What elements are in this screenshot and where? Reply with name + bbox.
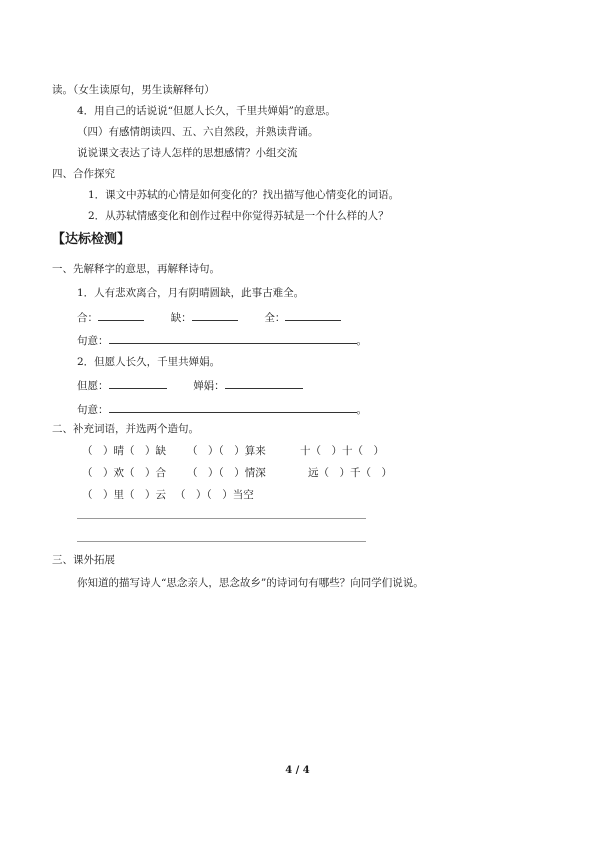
text-line: 四、合作探究 (52, 168, 115, 180)
answer-blank-meaning-2[interactable] (109, 402, 357, 413)
word-fill-item[interactable]: （ ）欢（ ）合 (82, 467, 166, 479)
writing-line[interactable] (77, 541, 366, 542)
answer-blank-chanjuan[interactable] (225, 378, 303, 389)
text-line: 1．课文中苏轼的心情是如何变化的？找出描写他心情变化的词语。 (88, 189, 400, 201)
question-title: 一、先解释字的意思，再解释诗句。 (52, 263, 220, 275)
question-title: 三、课外拓展 (52, 554, 115, 566)
writing-line[interactable] (77, 518, 366, 519)
label-quan: 全： (264, 312, 286, 324)
label-juyi: 句意： (77, 335, 109, 347)
text-line: 你知道的描写诗人“思念亲人，思念故乡”的诗词句有哪些？向同学们说说。 (77, 577, 424, 589)
fill-row (77, 378, 303, 393)
answer-blank-meaning-1[interactable] (109, 333, 357, 344)
label-que: 缺： (170, 312, 192, 324)
word-fill-item[interactable]: 十（ ）十（ ） (300, 445, 384, 457)
label-chanjuan: 婵娟： (193, 380, 225, 392)
label-he: 合： (77, 312, 98, 324)
word-fill-item[interactable]: （ ）（ ）当空 (175, 489, 254, 501)
word-fill-item[interactable]: （ ）（ ）情深 (187, 467, 266, 479)
label-juyi: 句意： (77, 404, 109, 416)
text-line: 读。（女生读原句，男生读解释句） (52, 84, 215, 96)
text-line: 4．用自己的话说说“但愿人长久，千里共婵娟”的意思。 (77, 105, 336, 117)
text-line: 2．从苏轼情感变化和创作过程中你觉得苏轼是一个什么样的人？ (88, 210, 389, 222)
answer-blank-danyuan[interactable] (109, 378, 167, 389)
fill-row (77, 402, 367, 417)
end-mark: 。 (356, 404, 367, 416)
word-fill-item[interactable]: （ ）里（ ）云 (82, 489, 166, 501)
page-number: 4 / 4 (285, 765, 310, 776)
text-line: （四）有感情朗读四、五、六自然段，并熟读背诵。 (77, 126, 319, 138)
poem-sentence: 1．人有悲欢离合，月有阴晴圆缺，此事古难全。 (77, 287, 305, 299)
word-fill-item[interactable]: （ ）晴（ ）缺 (82, 445, 166, 457)
answer-blank-he[interactable] (98, 310, 144, 321)
answer-blank-quan[interactable] (285, 310, 341, 321)
word-fill-item[interactable]: 远（ ）千（ ） (308, 467, 392, 479)
question-title: 二、补充词语，并选两个造句。 (52, 423, 199, 435)
section-title: 【达标检测】 (52, 232, 131, 247)
fill-row (77, 333, 367, 348)
fill-row (77, 310, 341, 325)
word-fill-item[interactable]: （ ）（ ）算来 (187, 445, 266, 457)
label-danyuan: 但愿： (77, 380, 109, 392)
end-mark: 。 (356, 335, 367, 347)
poem-sentence: 2．但愿人长久，千里共婵娟。 (77, 356, 221, 368)
answer-blank-que[interactable] (192, 310, 238, 321)
text-line: 说说课文表达了诗人怎样的思想感情？小组交流 (77, 147, 298, 159)
